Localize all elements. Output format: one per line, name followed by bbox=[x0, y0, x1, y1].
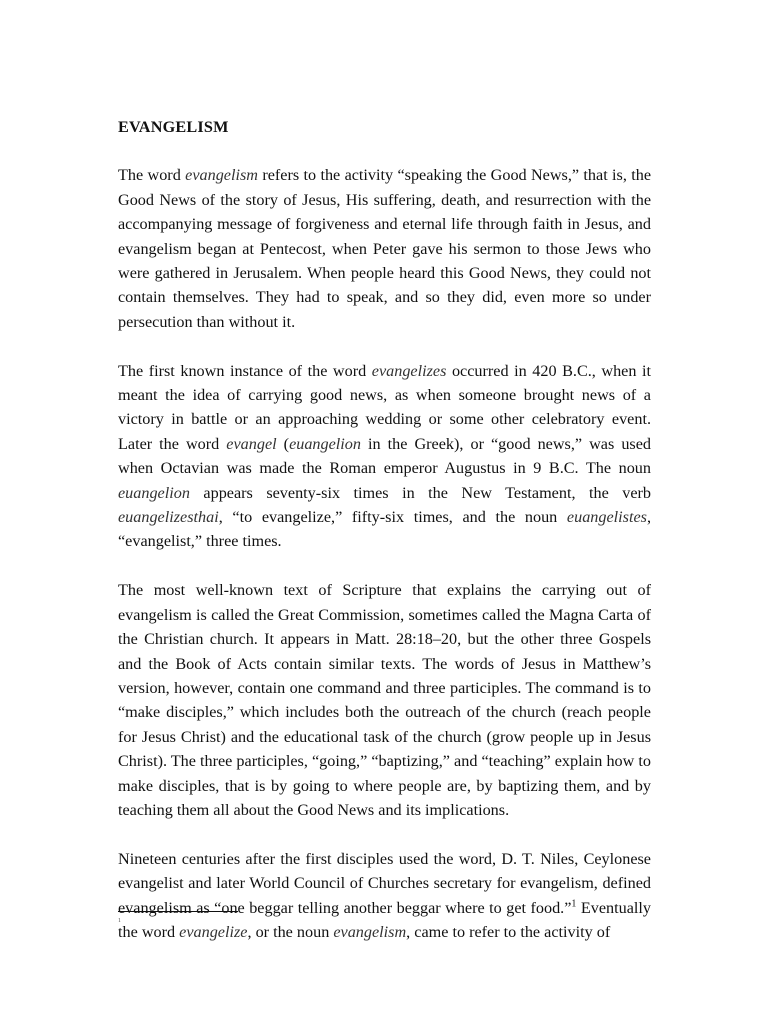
italic-term: evangelize bbox=[179, 922, 248, 941]
paragraph-3: The most well-known text of Scripture that explains the carrying out of evangelism is called the Great Commission, sometimes called the Magna Carta of the Christian church. It appears in Matt. 28:18–20, but the other three Gospels and the Book of Acts contain similar texts. The words of Jesus in Matthew’s version, however, contain one command and three participles. The command is to “make disciples,” which includes both the outreach of the church (reach people for Jesus Christ) and the educational task of the church (grow people up in Jesus Christ). The three participles, “going,” “baptizing,” and “teaching” explain how to make disciples, that is by going to where people are, by baptizing them, and by teaching them all about the Good News and its implications. bbox=[118, 581, 651, 819]
document-heading: EVANGELISM bbox=[118, 118, 229, 136]
document-body bbox=[118, 115, 651, 969]
italic-term: evangelism bbox=[333, 922, 407, 941]
paragraph-2: The first known instance of the word evangelizes occurred in 420 B.C., when it meant the idea of carrying good news, as when someone brought news of a victory in battle or an approaching wedding or some other celebratory event. Later the word evangel (euangelion in the Greek), or “good news,” was used when Octavian was made the Roman emperor Augustus in 9 B.C. The noun euangelion appears seventy-six times in the New Testament, the verb euangelizesthai, “to evangelize,” fifty-six times, and the noun euangelistes, “evangelist,” three times. bbox=[118, 361, 652, 551]
italic-term: euangelistes bbox=[566, 508, 647, 527]
italic-term: euangelion bbox=[118, 483, 190, 502]
italic-term: evangelizes bbox=[371, 361, 447, 380]
footnote-number: 1 bbox=[118, 918, 121, 924]
italic-term: evangelism bbox=[185, 166, 258, 185]
paragraph-1: The word evangelism refers to the activity “speaking the Good News,” that is, the Good News of the story of Jesus, His suffering, death, and resurrection with the accompanying message of forgiveness and eternal life through faith in Jesus, and evangelism began at Pentecost, when Peter gave his sermon to those Jews who were gathered in Jerusalem. When people heard this Good News, they could not contain themselves. They had to speak, and so they did, even more so under persecution than without it. bbox=[118, 166, 652, 331]
italic-term: euangelizesthai bbox=[118, 508, 219, 527]
footnote-reference[interactable]: 1 bbox=[571, 898, 577, 910]
italic-term: evangel bbox=[226, 434, 277, 453]
paragraph-4: Nineteen centuries after the first disciples used the word, D. T. Niles, Ceylonese evangelist and later World Council of Churches secretary for evangelism, defined evangelism as “one beggar telling another beggar where to get food.”$^1$ Eventually the word evangelize, or the noun evangelism, came to refer to the activity of bbox=[118, 849, 651, 941]
footnote-separator bbox=[118, 911, 238, 912]
italic-term: euangelion bbox=[289, 434, 361, 453]
